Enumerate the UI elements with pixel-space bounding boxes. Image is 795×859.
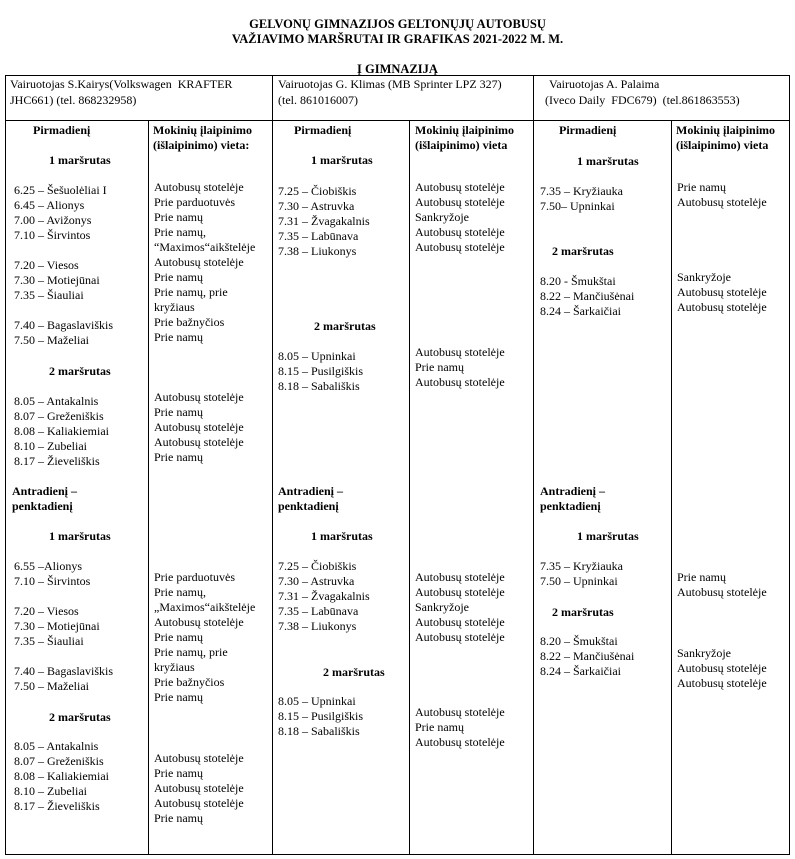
list-line: Prie namų: [154, 630, 203, 644]
route-2-heading: 2 maršrutas: [49, 710, 111, 724]
list-line: 7.31 – Žvagakalnis: [278, 214, 370, 228]
monday-heading: Pirmadienį: [33, 123, 91, 137]
driver-2-line1: Vairuotojas G. Klimas (MB Sprinter LPZ 327): [278, 77, 502, 91]
table-bottom-border: [5, 854, 790, 855]
col2-tue-r1-times: [278, 559, 370, 634]
list-line: 7.20 – Viesos: [14, 604, 79, 618]
driver-1-line2: JHC661) (tel. 868232958): [10, 93, 137, 107]
list-line: 7.20 – Viesos: [14, 258, 79, 272]
list-line: Prie bažnyčios: [154, 315, 225, 329]
list-line: 6.45 – Alionys: [14, 198, 85, 212]
list-line: Prie namų: [154, 270, 203, 284]
col-divider: [533, 75, 534, 854]
stop-column-heading: Mokinių įlaipinimo: [415, 123, 515, 137]
list-line: 8.17 – Žieveliškis: [14, 799, 100, 813]
list-line: Autobusų stotelėje: [677, 300, 767, 314]
list-line: 7.50 – Maželiai: [14, 679, 89, 693]
col1-tue-r1-stops: [154, 570, 255, 705]
list-line: Prie bažnyčios: [154, 675, 225, 689]
list-line: Autobusų stotelėje: [677, 676, 767, 690]
list-line: Prie namų, prie: [154, 645, 228, 659]
list-line: 7.30 – Motiejūnai: [14, 619, 100, 633]
list-line: Prie namų: [154, 450, 203, 464]
col3-tue-r1-times: [540, 559, 623, 589]
list-line: Prie namų: [154, 766, 203, 780]
list-line: 8.24 – Šarkaičiai: [540, 304, 621, 318]
tue-fri-heading: Antradienį –: [278, 484, 344, 498]
list-line: 8.18 – Sabališkis: [278, 379, 360, 393]
list-line: 8.18 – Sabališkis: [278, 724, 360, 738]
route-1-heading: 1 maršrutas: [311, 529, 373, 543]
list-line: Prie namų: [154, 405, 203, 419]
list-line: Autobusų stotelėje: [415, 225, 505, 239]
list-line: 7.00 – Avižonys: [14, 213, 92, 227]
col2-tue-r1-stops: [415, 570, 505, 645]
list-line: Autobusų stotelėje: [154, 255, 244, 269]
stop-column-heading: Mokinių įlaipinimo: [153, 123, 253, 137]
list-line: Sankryžoje: [677, 270, 731, 284]
list-line: 7.35 – Šiauliai: [14, 634, 84, 648]
col-divider: [671, 120, 672, 854]
driver-1-line1: Vairuotojas S.Kairys(Volkswagen KRAFTER: [10, 77, 233, 91]
list-line: 7.50 – Maželiai: [14, 333, 89, 347]
list-line: 8.08 – Kaliakiemiai: [14, 769, 109, 783]
list-line: Prie namų,: [154, 225, 206, 239]
col-divider: [272, 75, 273, 854]
tue-fri-heading: penktadienį: [12, 499, 73, 513]
list-line: 8.07 – Greženiškis: [14, 409, 104, 423]
driver-3-line1: Vairuotojas A. Palaima: [549, 77, 660, 91]
list-line: 6.25 – Šešuolėliai I: [14, 183, 107, 197]
list-line: Autobusų stotelėje: [677, 585, 767, 599]
list-line: 7.35 – Labūnava: [278, 604, 359, 618]
list-line: Autobusų stotelėje: [677, 285, 767, 299]
col3-mon-r2-times: [540, 274, 634, 319]
monday-heading: Pirmadienį: [294, 123, 352, 137]
section-subtitle: Į GIMNAZIJĄ: [357, 62, 438, 76]
tue-fri-heading: Antradienį –: [12, 484, 78, 498]
list-line: Autobusų stotelėje: [415, 375, 505, 389]
list-line: Autobusų stotelėje: [415, 570, 505, 584]
list-line: 8.20 – Šmukštai: [540, 634, 618, 648]
list-line: 8.22 – Mančiušėnai: [540, 289, 635, 303]
route-2-heading: 2 maršrutas: [49, 364, 111, 378]
list-line: 7.38 – Liukonys: [278, 244, 357, 258]
list-line: 7.25 – Čiobiškis: [278, 559, 357, 573]
list-line: Autobusų stotelėje: [415, 195, 505, 209]
route-2-heading: 2 maršrutas: [323, 665, 385, 679]
col-divider: [409, 120, 410, 854]
list-line: kryžiaus: [154, 300, 195, 314]
list-line: [14, 589, 113, 604]
route-1-heading: 1 maršrutas: [49, 153, 111, 167]
list-line: 8.20 - Šmukštai: [540, 274, 616, 288]
list-line: Autobusų stotelėje: [154, 435, 244, 449]
list-line: Prie namų,: [154, 585, 206, 599]
col1-mon-r2-times: [14, 394, 109, 469]
list-line: Prie namų: [154, 811, 203, 825]
list-line: 7.30 – Astruvka: [278, 199, 355, 213]
list-line: 7.50– Upninkai: [540, 199, 615, 213]
list-line: Prie namų: [415, 720, 464, 734]
list-line: Autobusų stotelėje: [415, 240, 505, 254]
list-line: Autobusų stotelėje: [154, 420, 244, 434]
col2-mon-r2-times: [278, 349, 363, 394]
list-line: 7.40 – Bagaslaviškis: [14, 664, 113, 678]
tue-fri-heading: penktadienį: [278, 499, 339, 513]
list-line: 8.07 – Greženiškis: [14, 754, 104, 768]
list-line: 7.30 – Astruvka: [278, 574, 355, 588]
col1-mon-r2-stops: [154, 390, 244, 465]
stop-column-heading: (išlaipinimo) vieta:: [153, 138, 250, 152]
list-line: 7.50 – Upninkai: [540, 574, 618, 588]
list-line: 8.17 – Žieveliškis: [14, 454, 100, 468]
list-line: 7.40 – Bagaslaviškis: [14, 318, 113, 332]
col1-mon-r1-stops: [154, 180, 255, 345]
list-line: Autobusų stotelėje: [154, 796, 244, 810]
col3-mon-r1-times: [540, 184, 623, 214]
col2-mon-r2-stops: [415, 345, 505, 390]
list-line: Autobusų stotelėje: [154, 180, 244, 194]
list-line: Prie parduotuvės: [154, 570, 235, 584]
list-line: [14, 303, 113, 318]
list-line: “Maximos“aikštelėje: [154, 240, 256, 254]
list-line: Sankryžoje: [415, 210, 469, 224]
list-line: 8.05 – Upninkai: [278, 349, 356, 363]
list-line: Autobusų stotelėje: [415, 630, 505, 644]
list-line: 7.35 – Labūnava: [278, 229, 359, 243]
list-line: Autobusų stotelėje: [415, 615, 505, 629]
driver-2-line2: (tel. 861016007): [278, 93, 358, 107]
list-line: Prie namų: [154, 690, 203, 704]
col3-tue-r2-stops: [677, 646, 767, 691]
list-line: Autobusų stotelėje: [154, 615, 244, 629]
list-line: 8.15 – Pusilgiškis: [278, 709, 364, 723]
col3-mon-r2-stops: [677, 270, 767, 315]
list-line: Prie namų: [154, 210, 203, 224]
route-2-heading: 2 maršrutas: [552, 605, 614, 619]
list-line: Autobusų stotelėje: [415, 345, 505, 359]
col2-mon-r1-stops: [415, 180, 505, 255]
list-line: Prie namų: [677, 570, 726, 584]
list-line: Autobusų stotelėje: [415, 585, 505, 599]
col2-tue-r2-stops: [415, 705, 505, 750]
tue-fri-heading: penktadienį: [540, 499, 601, 513]
monday-heading: Pirmadienį: [559, 123, 617, 137]
route-1-heading: 1 maršrutas: [311, 153, 373, 167]
list-line: Prie namų: [677, 180, 726, 194]
list-line: 7.30 – Motiejūnai: [14, 273, 100, 287]
list-line: 8.05 – Antakalnis: [14, 394, 99, 408]
col3-tue-r1-stops: [677, 570, 767, 600]
list-line: Prie namų: [415, 360, 464, 374]
list-line: 7.25 – Čiobiškis: [278, 184, 357, 198]
list-line: Autobusų stotelėje: [677, 661, 767, 675]
list-line: 7.38 – Liukonys: [278, 619, 357, 633]
table-top-border: [5, 75, 790, 76]
list-line: 7.35 – Kryžiauka: [540, 559, 623, 573]
list-line: kryžiaus: [154, 660, 195, 674]
table-right-border: [789, 75, 790, 854]
list-line: 8.22 – Mančiušėnai: [540, 649, 635, 663]
col-divider: [148, 120, 149, 854]
route-1-heading: 1 maršrutas: [49, 529, 111, 543]
list-line: 8.15 – Pusilgiškis: [278, 364, 364, 378]
table-header-divider: [5, 120, 790, 121]
list-line: 7.10 – Širvintos: [14, 574, 91, 588]
list-line: [14, 243, 113, 258]
list-line: Autobusų stotelėje: [415, 705, 505, 719]
list-line: Autobusų stotelėje: [154, 390, 244, 404]
col1-tue-r2-stops: [154, 751, 244, 826]
driver-3-line2: (Iveco Daily FDC679) (tel.861863553): [545, 93, 740, 107]
col1-mon-r1-times: [14, 183, 113, 348]
list-line: Prie namų: [154, 330, 203, 344]
list-line: 7.10 – Širvintos: [14, 228, 91, 242]
list-line: Prie namų, prie: [154, 285, 228, 299]
list-line: Autobusų stotelėje: [415, 735, 505, 749]
list-line: 8.08 – Kaliakiemiai: [14, 424, 109, 438]
route-2-heading: 2 maršrutas: [552, 244, 614, 258]
table-left-border: [5, 75, 6, 854]
list-line: Autobusų stotelėje: [154, 751, 244, 765]
document-title-line2: VAŽIAVIMO MARŠRUTAI IR GRAFIKAS 2021-2022 M. M.: [231, 32, 564, 46]
list-line: [14, 649, 113, 664]
list-line: Autobusų stotelėje: [415, 180, 505, 194]
route-2-heading: 2 maršrutas: [314, 319, 376, 333]
col3-tue-r2-times: [540, 634, 634, 679]
list-line: 7.35 – Kryžiauka: [540, 184, 623, 198]
route-1-heading: 1 maršrutas: [577, 529, 639, 543]
col2-tue-r2-times: [278, 694, 363, 739]
list-line: 7.31 – Žvagakalnis: [278, 589, 370, 603]
list-line: 8.10 – Zubeliai: [14, 439, 87, 453]
stop-column-heading: (išlaipinimo) vieta: [676, 138, 769, 152]
list-line: 7.35 – Šiauliai: [14, 288, 84, 302]
list-line: 8.05 – Upninkai: [278, 694, 356, 708]
list-line: 8.24 – Šarkaičiai: [540, 664, 621, 678]
list-line: 8.10 – Zubeliai: [14, 784, 87, 798]
list-line: Prie parduotuvės: [154, 195, 235, 209]
list-line: Autobusų stotelėje: [154, 781, 244, 795]
list-line: 8.05 – Antakalnis: [14, 739, 99, 753]
col2-mon-r1-times: [278, 184, 370, 259]
list-line: 6.55 –Alionys: [14, 559, 83, 573]
route-1-heading: 1 maršrutas: [577, 154, 639, 168]
tue-fri-heading: Antradienį –: [540, 484, 606, 498]
document-title-line1: GELVONŲ GIMNAZIJOS GELTONŲJŲ AUTOBUSŲ: [249, 17, 546, 31]
col3-mon-r1-stops: [677, 180, 767, 210]
list-line: Autobusų stotelėje: [677, 195, 767, 209]
list-line: Sankryžoje: [415, 600, 469, 614]
list-line: „Maximos“aikštelėje: [154, 600, 256, 614]
col1-tue-r2-times: [14, 739, 109, 814]
stop-column-heading: (išlaipinimo) vieta: [415, 138, 508, 152]
stop-column-heading: Mokinių įlaipinimo: [676, 123, 776, 137]
col1-tue-r1-times: [14, 559, 113, 694]
list-line: Sankryžoje: [677, 646, 731, 660]
